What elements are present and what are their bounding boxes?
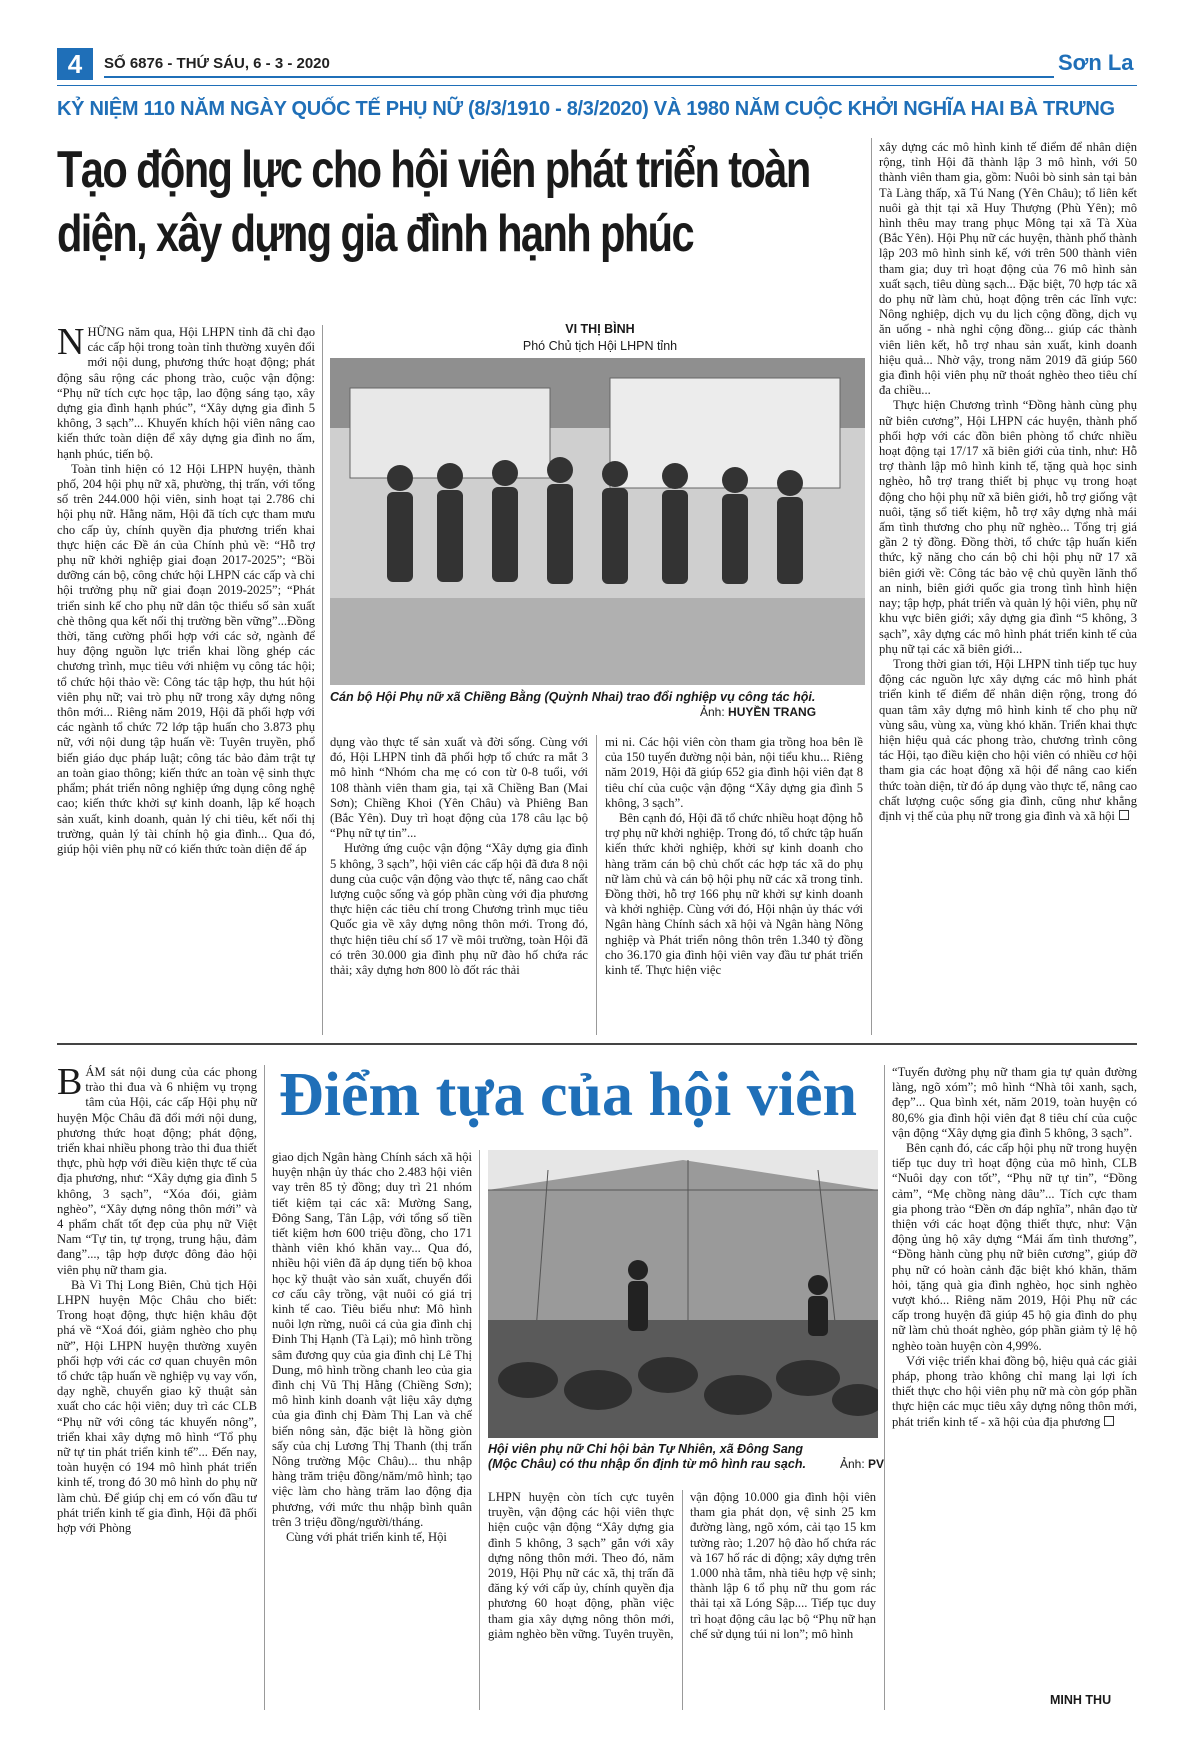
article2-photo-credit [840,1457,884,1471]
article2-paragraph: vận động 10.000 gia đình hội viên tham gia phát dọn, vệ sinh 25 km đường làng, ngõ xóm, cải tạo 15 km tường rào; 1.207 hộ đào hố chứa rác và 167 hố rác di động; xây dựng trên 1.000 nhà tắm, nhà tiêu hợp vệ sinh; thành lập 6 tổ phụ nữ thu gom rác thải tại xã Lóng Sập.... Tiếp tục duy trì hoạt động câu lạc bộ “Phụ nữ hạn chế sử dụng túi ni lon”; mô hình [690,1490,876,1641]
article2-title: Điểm tựa của hội viên [279,1061,857,1129]
article2-paragraph: LHPN huyện còn tích cực tuyên truyền, vận động các hội viên thực hiện cuộc vận động “Xây dựng gia đình 5 không, 3 sạch” gắn với xây dựng nông thôn mới. Theo đó, năm 2019, Hội Phụ nữ các xã, thị trấn đã đăng ký với cấp ủy, chính quyền địa phương 60 hoạt động, phần việc tham gia xây dựng nông thôn mới, giảm nghèo bền vững. Tuyên truyền, [488,1490,674,1641]
column-divider [884,1065,885,1710]
column-divider [322,325,323,1035]
column-divider [682,1490,683,1710]
article2-column-1 [57,1065,257,1710]
article1-title: Tạo động lực cho hội viên phát triển toàn diện, xây dựng gia đình hạnh phúc [57,141,810,263]
article2-paragraph: Bên cạnh đó, các cấp hội phụ nữ trong huyện tiếp tục duy trì hoạt động của mô hình, CLB “Nuôi dạy con tốt”, “Phụ nữ tự tin”, “Đồng cảm”, “Mẹ chồng nàng dâu”... Tích cực tham gia phong trào “Đền ơn đáp nghĩa”, nhân đạo từ thiện với các hoạt động thiết thực, như: Vận động ủng hộ xây dựng “Mái ấm tình thương”, “Đồng hành cùng phụ nữ biên cương”, giúp đỡ phụ nữ có hoàn cảnh đặc biệt khó khăn, thăm hỏi, tặng quà gia đình nghèo, học sinh nghèo vượt khó... Riêng năm 2019, Hội Phụ nữ các cấp trong huyện đã giúp 45 hộ gia đình do phụ nữ làm chủ thoát nghèo, góp phần giảm tỷ lệ hộ nghèo toàn huyện còn 4,99%. [892,1141,1137,1353]
article1-paragraph: Bên cạnh đó, Hội đã tổ chức nhiều hoạt động hỗ trợ phụ nữ khởi nghiệp. Trong đó, tổ chức tập huấn kiến thức khởi nghiệp, khởi sự kinh doanh cho hàng trăm cán bộ chủ chốt các hợp tác xã do phụ nữ làm chủ và cán bộ hội phụ nữ các xã trong tỉnh. Đồng thời, hỗ trợ 166 phụ nữ khởi sự kinh doanh và khởi nghiệp. Cùng với đó, Hội nhận ủy thác với Ngân hàng Chính sách xã hội và Ngân hàng Nông nghiệp và Phát triển nông thôn trên 1.340 tỷ đồng cho 36.170 gia đình hội viên vay đầu tư phát triển kinh tế. Thực hiện việc [605,811,863,978]
column-divider [596,735,597,1035]
article1-photo-credit [700,705,816,719]
photo-women-group-illustration [330,358,865,685]
article2-column-5 [892,1065,1137,1690]
article1-paragraph: Hưởng ứng cuộc vận động “Xây dựng gia đình 5 không, 3 sạch”, hội viên các cấp hội đã đưa 8 nội dung của cuộc vận động vào thực tế, nâng cao chất lượng cuộc sống và góp phần cùng với địa phương thực hiện các tiêu chí trong Chương trình mục tiêu Quốc gia về xây dựng nông thôn mới. Trong đó, thực hiện tiêu chí số 17 về môi trường, toàn Hội đã có trên 30.000 gia đình phụ nữ đào hố chứa rác thải; xây dựng hơn 800 lò đốt rác thải [330,841,588,978]
credit-label: Ảnh: [840,1457,865,1471]
article2-column-3 [488,1490,674,1710]
section-name: Sơn La [1058,50,1134,75]
header-rule-2 [57,85,1137,86]
article2-column-4 [690,1490,876,1710]
banner: KỶ NIỆM 110 NĂM NGÀY QUỐC TẾ PHỤ NỮ (8/3/1910 - 8/3/2020) VÀ 1980 NĂM CUỘC KHỞI NGHĨA HAI BÀ TRƯNG [57,98,1115,120]
article2-paragraph: Cùng với phát triển kinh tế, Hội [286,1530,447,1545]
credit-label: Ảnh: [700,705,725,719]
article-separator [57,1043,1137,1045]
column-divider [479,1150,480,1710]
article1-paragraph: xây dựng các mô hình kinh tế điểm để nhân diện rộng, tỉnh Hội đã thành lập 3 mô hình, với 50 thành viên tham gia, gồm: Nuôi bò sinh sản tại bản Tà Làng thấp, xã Tú Nang (Yên Châu); tổ liên kết nuôi gà thịt tại xã Huy Thượng (Phù Yên); mô hình thêu may trang phục Mông tại xã Tà Xùa (Bắc Yên). Hội Phụ nữ các huyện, thành phố thành lập 203 mô hình sinh kế, với trên 500 thành viên tham gia; duy trì hoạt động của 76 mô hình sản xuất sạch, tiêu dùng sạch... Đặc biệt, 70 hợp tác xã do phụ nữ làm chủ, hoạt động trên các lĩnh vực: Nông nghiệp, dịch vụ du lịch cộng đồng, dịch vụ ăn uống - nhà nghỉ cộng đồng... giúp các thành viên liên kết, hỗ trợ nhau sản xuất, kinh doanh hiệu quả... Nhờ vậy, trong năm 2019 đã giúp 560 gia đình hội viên phụ nữ thoát nghèo theo tiêu chí đa chiều... [879,140,1137,398]
article2-author: MINH THU [1050,1693,1112,1707]
article1-column-3 [605,735,863,1035]
article1-column-1 [57,325,315,1035]
article1-author: VI THỊ BÌNH [565,322,635,336]
article2-paragraph: “Tuyến đường phụ nữ tham gia tự quản đường làng, ngõ xóm”; mô hình “Nhà tôi xanh, sạch, đẹp”... Qua bình xét, năm 2019, toàn huyện có 80,6% gia đình hội viên đạt 8 tiêu chí của cuộc vận động “Xây dựng gia đình 5 không, 3 sạch”. [892,1065,1137,1140]
credit-name: PV [868,1457,885,1471]
article1-author-role: Phó Chủ tịch Hội LHPN tỉnh [522,339,678,353]
article2-photo-caption: Hội viên phụ nữ Chi hội bản Tự Nhiên, xã Đông Sang (Mộc Châu) có thu nhập ổn định từ mô hình rau sạch. [488,1442,806,1471]
dropcap-n: N [57,325,85,363]
photo-vegetable-garden-illustration [488,1150,878,1438]
article2-paragraph: Bà Vì Thị Long Biên, Chủ tịch Hội LHPN huyện Mộc Châu cho biết: Trong hoạt động, thực hiện khâu đột phá về “Xoá đói, giảm nghèo cho phụ nữ”, Hội LHPN huyện thường xuyên phối hợp với các cơ quan chuyên môn tổ chức tập huấn về nghiệp vụ vay vốn, dạy nghề, chuyển giao kỹ thuật sản xuất cho các hội viên; duy trì các CLB “Phụ nữ với công tác khuyến nông”, triển khai xây dựng mô hình “Tổ phụ nữ tự tin phát triển kinh tế”... Đến nay, toàn huyện có 194 mô hình phát triển kinh tế, trong đó 30 mô hình do phụ nữ làm chủ. Để giúp chị em có vốn đầu tư phát triển kinh tế gia đình, Hội đã phối hợp với Phòng [57,1277,257,1536]
photo-vegetable-garden [488,1150,878,1438]
end-mark-icon [1104,1416,1114,1426]
article1-paragraph: Toàn tỉnh hiện có 12 Hội LHPN huyện, thành phố, 204 hội phụ nữ xã, phường, thị trấn, với tổng số trên 244.000 hội viên, sinh hoạt tại 2.786 chi hội phụ nữ. Hằng năm, Hội đã tích cực tham mưu cho cấp ủy, chính quyền địa phương triển khai thực hiện các Đề án của Chính phủ về: “Hỗ trợ phụ nữ khởi nghiệp giai đoạn 2017-2025”; “Bồi dưỡng cán bộ, công chức hội LHPN các cấp và chi hội trưởng phụ nữ giai đoạn 2019-2025”; “Phát triển sinh kế cho phụ nữ dân tộc thiểu số sản xuất chè thông qua kết nối thị trường bền vững”...Đồng thời, tăng cường phối hợp với các sở, ngành để huy động nguồn lực triển khai lồng ghép các chương trình, mục tiêu với nhiệm vụ công tác hội; tổ chức hội thảo về: Công tác tập hợp, thu hút hội viên phụ nữ; vai trò phụ nữ trong xây dựng nông thôn mới... Riêng năm 2019, Hội đã phối hợp với các ngành tổ chức 72 lớp tập huấn cho 3.873 phụ nữ, với nội dung tập huấn về: Tuyên truyền, phổ biến giáo dục pháp luật; công tác bảo đảm trật tự an toàn giao thông; kiến thức an toàn vệ sinh thực phẩm; phát triển nông nghiệp ứng dụng công nghệ cao; kiến thức khởi sự kinh doanh, lập kế hoạch sản xuất, kinh doanh, quản lý chi tiêu, kết nối thị trường, quản lý tài chính hộ gia đình... Qua đó, giúp hội viên phụ nữ có kiến thức toàn diện để áp [57,461,315,856]
column-divider [264,1065,265,1710]
column-divider [871,138,872,1035]
article2-column-2 [272,1150,472,1710]
article1-column-4 [879,140,1137,1035]
article2-paragraph: giao dịch Ngân hàng Chính sách xã hội huyện nhận ủy thác cho 2.483 hội viên vay trên 85 tỷ đồng; duy trì 21 nhóm tiết kiệm tại các xã: Mường Sang, Đông Sang, Tân Lập, với tổng số tiền tiết kiệm hơn 600 triệu đồng, cho 171 thành viên khó khăn vay... Qua đó, nhiều hội viên đã áp dụng tiến bộ khoa học kỹ thuật vào sản xuất, chuyển đổi cơ cấu cây trồng, vật nuôi có giá trị kinh tế cao. Tiêu biểu như: Mô hình nuôi lợn rừng, nuôi cá của gia đình chị Đinh Thị Hạnh (Tà Lại); mô hình trồng sâm đương quy của gia đình chị Lê Thị Dung, mô hình trồng chanh leo của gia đình chị Vũ Thị Hằng (Chiềng Sơn); mô hình kinh doanh vật liệu xây dựng của gia đình chị Đàm Thị Lan và chế biến nông sản, đặc biệt là hồng giòn sấy của chị Lương Thị Thanh (thị trấn Nông trường Mộc Châu)... thu nhập hàng trăm triệu đồng/năm/mô hình; tạo việc làm cho hàng trăm lao động địa phương, với mức thu nhập bình quân trên 3 triệu đồng/người/tháng. [272,1150,472,1529]
article2-lead: ÁM sát nội dung của các phong trào thi đua và 6 nhiệm vụ trọng tâm của Hội, các cấp Hội phụ nữ huyện Mộc Châu đã đổi mới nội dung, phương thức hoạt động; phát động, triển khai nhiều phong trào thi đua thiết thực, phù hợp với điều kiện thực tế của địa phương, như: “Xây dựng gia đình 5 không, 3 sạch”, “Xóa đói, giảm nghèo”, “Xây dựng nông thôn mới” và 4 phẩm chất tốt đẹp của phụ nữ Việt Nam “Tự tin, tự trọng, trung hậu, đảm đang”..., tập hợp được đông đảo hội viên phụ nữ tham gia. [57,1065,257,1277]
credit-name: HUYỀN TRANG [728,705,817,719]
article1-paragraph: mi ni. Các hội viên còn tham gia trồng hoa bên lề của 150 tuyến đường nội bản, nội tiểu khu... Riêng năm 2019, Hội đã giúp 652 gia đình hội viên đạt 8 tiêu chí của cuộc vận động “Xây dựng gia đình 5 không, 3 sạch”. [605,735,863,810]
dropcap-b: B [57,1065,83,1103]
photo-women-group [330,358,865,685]
article1-paragraph: Trong thời gian tới, Hội LHPN tỉnh tiếp tục huy động các nguồn lực xây dựng các mô hình phát triển kinh tế điểm để nhân diện rộng, trong đó quan tâm xây dựng mô hình kinh tế cho phụ nữ vùng sâu, vùng xa, vùng khó khăn. Triển khai thực hiện hiệu quả các phong trào, chương trình công tác Hội, tạo điều kiện cho hội viên có nhiều cơ hội tham gia các hoạt động xã hội để nâng cao kiến thức toàn diện, từ đó áp dụng vào thực tế, nâng cao chất lượng cuộc sống gia đình, cũng như khẳng định vị thế của phụ nữ trong gia đình và xã hội [879,656,1137,823]
article1-photo-caption: Cán bộ Hội Phụ nữ xã Chiềng Bằng (Quỳnh Nhai) trao đổi nghiệp vụ công tác hội. [330,690,816,704]
page-number-box: 4 [57,48,93,80]
article2-paragraph: Với việc triển khai đồng bộ, hiệu quả các giải pháp, phong trào không chỉ mang lại lợi ích thiết thực cho hội viên phụ nữ mà còn góp phần thực hiện các mục tiêu xây dựng nông thôn mới, phát triển kinh tế - xã hội của địa phương [892,1353,1137,1429]
article1-paragraph: dụng vào thực tế sản xuất và đời sống. Cùng với đó, Hội LHPN tỉnh đã phối hợp tổ chức ra mắt 3 mô hình “Nhóm cha mẹ có con từ 0-8 tuổi, với 108 thành viên tham gia, tại xã Chiềng Ban (Mai Sơn); Chiềng Khoi (Yên Châu) và Phiêng Ban (Bắc Yên). Duy trì hoạt động của 178 câu lạc bộ “Phụ nữ tự tin”... [330,735,588,841]
header-rule [104,76,1054,78]
article1-column-2 [330,735,588,1035]
article1-lead: HỮNG năm qua, Hội LHPN tỉnh đã chỉ đạo các cấp hội trong toàn tỉnh thường xuyên đổi mới nội dung, phương thức hoạt động; phát động sâu rộng các phong trào, cuộc vận động: “Phụ nữ tích cực học tập, lao động sáng tạo, xây dựng gia đình hạnh phúc”, “Xây dựng gia đình 5 không, 3 sạch”... Khuyến khích hội viên nâng cao kiến thức toàn diện để xây dựng gia đình no ấm, hạnh phúc, tiến bộ. [57,325,315,461]
issue-date: SỐ 6876 - THỨ SÁU, 6 - 3 - 2020 [104,55,330,72]
end-mark-icon [1119,810,1129,820]
article1-paragraph: Thực hiện Chương trình “Đồng hành cùng phụ nữ biên cương”, Hội LHPN các huyện, thành phố phối hợp với các đồn biên phòng tổ chức nhiều hoạt động tại 17/17 xã biên giới của tỉnh, như: Hỗ trợ thành lập mô hình kinh tế, tặng quà học sinh nghèo, hỗ trợ trang thiết bị phục vụ trong hoạt động cho hội phụ nữ xã biên giới, hỗ trợ giống vật nuôi, tặng sổ tiết kiệm, hỗ trợ xây dựng nhà mái ấm tình thương cho phụ nữ nghèo... Tổng trị giá gần 2 tỷ đồng. Đồng thời, tổ chức tập huấn kiến thức, kỹ năng cho cán bộ chi hội phụ nữ 17 xã biên giới về: Công tác bảo vệ chủ quyền lãnh thổ an ninh, biên giới quốc gia trong tình hình hiện nay; tập hợp, phát triển và quản lý hội viên, phụ nữ khu vực biên giới; xây dựng gia đình “5 không, 3 sạch”, xây dựng các mô hình phát triển kinh tế của phụ nữ tại các xã biên giới... [879,398,1137,656]
